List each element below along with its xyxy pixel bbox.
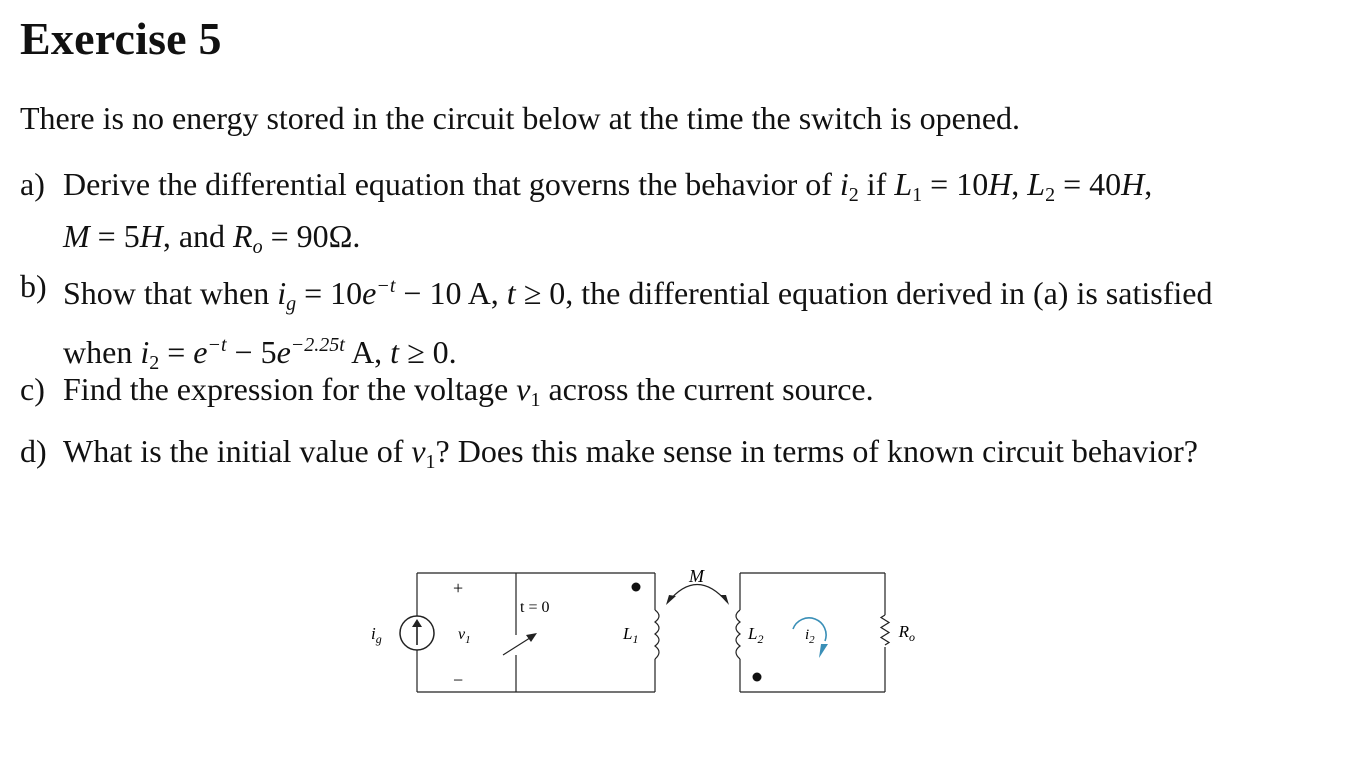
sub: 2 [757,632,764,646]
label-L2 [747,624,763,646]
question-a-line-1 [63,164,1152,216]
text: = [159,334,194,370]
sub: g [375,632,382,646]
intro-text: There is no energy stored in the circuit below at the time the switch is opened. [20,100,1021,136]
var-e: e [193,334,208,370]
text: if [858,166,895,202]
unit-H: H [1121,166,1145,202]
sub: 2 [848,184,859,206]
sub: o [909,630,915,644]
sub: 1 [425,451,436,473]
text: − 10 A, [395,275,507,311]
text: Show that when [63,275,278,311]
dot-L1 [632,583,641,592]
var-e: e [276,334,291,370]
text: v [458,626,466,643]
text: , [1011,166,1028,202]
var-i2: i [839,166,849,202]
switch-blade [503,636,533,655]
sub: 2 [1045,184,1056,206]
text: across the current source. [540,371,874,407]
text: when [63,334,141,370]
question-b-body [63,266,1212,384]
label-i2 [805,627,815,646]
text: Derive the differential equation that governs the behavior of [63,166,840,202]
text: i [371,624,376,643]
var-v1: v [411,433,426,469]
question-a-body [63,164,1152,268]
text: R [898,622,909,641]
arrow-left-head [666,595,676,605]
text: L [623,624,633,643]
sup: −t [207,334,227,356]
text: L [748,624,758,643]
text: = 40 [1055,166,1122,202]
text: ? Does this make sense in terms of known circuit behavior? [435,433,1198,469]
sup: −t [376,275,396,297]
circuit-diagram [355,555,915,715]
inductor-L2-coil [736,610,740,659]
question-c-label: c) [20,371,45,407]
text: = 5 [89,218,140,254]
label-L1 [622,624,638,646]
sub: 1 [912,184,923,206]
text: , and [162,218,234,254]
var-v1: v [516,371,531,407]
text: , [1144,166,1153,202]
question-d-label: d) [20,433,47,469]
text: = 10 [296,275,363,311]
text: ≥ 0, the differential equation derived in (a) is satisfied [515,275,1213,311]
unit-H: H [988,166,1012,202]
text: − 5 [226,334,277,370]
question-d-body [63,431,1198,483]
text: = 10 [922,166,989,202]
dot-L2 [753,673,762,682]
label-minus: − [453,670,464,690]
label-switch-time: t = 0 [520,599,550,616]
question-a-line-2 [63,216,1152,268]
label-plus: + [453,578,464,598]
question-a-label: a) [20,166,45,202]
label-ig [371,624,382,646]
var-Ro: R [233,218,253,254]
question-b-line-1 [63,266,1212,325]
var-t: t [390,334,400,370]
var-e: e [362,275,377,311]
sup: −2.25t [290,334,345,356]
mutual-coupling-arc [668,585,727,603]
inductor-L1-coil [655,610,659,659]
sub: g [286,293,297,315]
exercise-title: Exercise 5 [20,13,222,64]
text: A, [344,334,391,370]
sub: 2 [809,634,815,646]
text: Find the expression for the voltage [63,371,517,407]
var-M: M [63,218,90,254]
sub: o [252,236,263,258]
var-L1: L [894,166,913,202]
sub: 1 [465,634,471,646]
label-M: M [689,566,704,586]
label-v1 [458,626,471,646]
i2-arrowhead [819,644,828,658]
text: = 90Ω. [262,218,361,254]
resistor-Ro-zigzag [881,615,889,645]
var-ig: i [277,275,287,311]
text: What is the initial value of [63,433,412,469]
switch-arrowhead [526,633,537,642]
var-t: t [506,275,516,311]
sub: 1 [632,632,639,646]
text: ≥ 0. [399,334,457,370]
sub: 1 [530,389,541,411]
label-Ro [898,622,915,644]
question-b-label: b) [20,268,47,304]
var-i2: i [140,334,150,370]
text: i [805,627,810,643]
var-L2: L [1027,166,1046,202]
sub: 2 [149,352,160,374]
unit-H: H [139,218,163,254]
question-c-body [63,369,874,421]
